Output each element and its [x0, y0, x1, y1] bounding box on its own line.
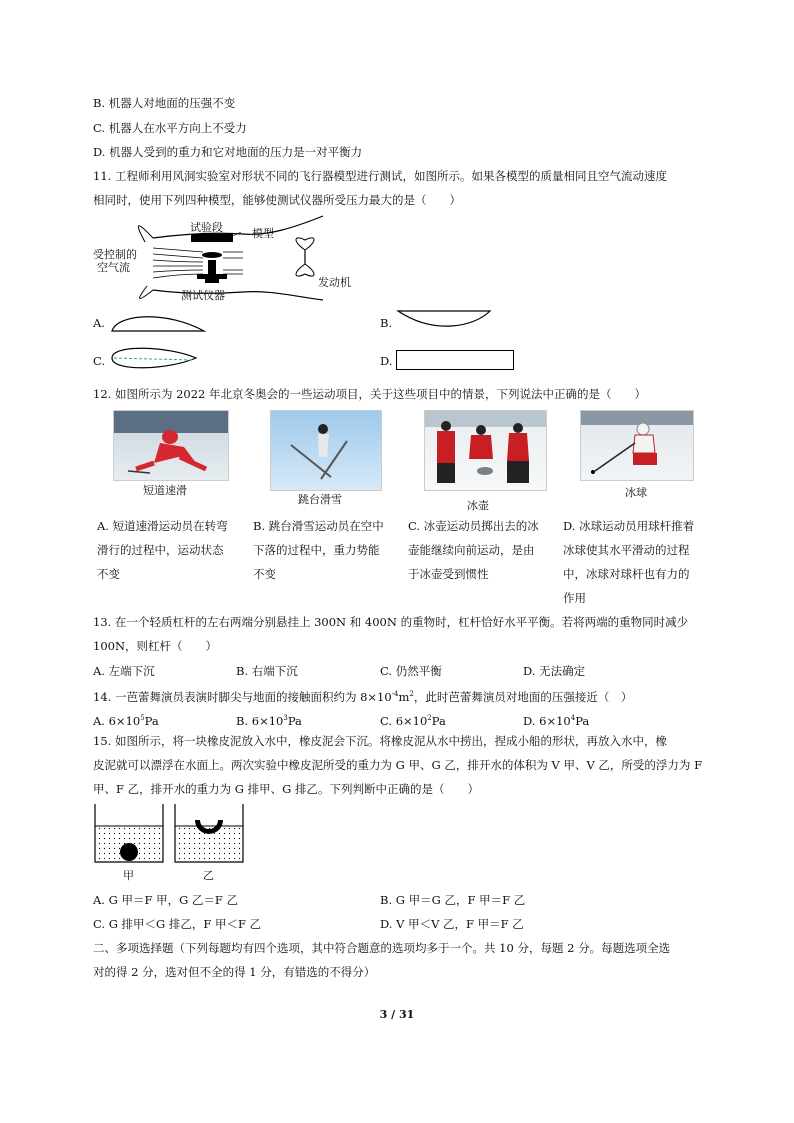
airfoil-shape-c — [108, 342, 200, 374]
q13-stem-line2: 100N，则杠杆（ ） — [93, 639, 218, 653]
q15-stem-line3: 甲、F 乙，排开水的重力为 G 排甲、G 排乙。下列判断中正确的是（ ） — [93, 782, 479, 796]
caption-curling: 冰壶 — [467, 499, 489, 512]
q11-stem-line1: 11. 工程师利用风洞实验室对形状不同的飞行器模型进行测试，如图所示。如果各模型的质量相同且空气流动速度 — [93, 169, 667, 183]
q14-option-b: B. $6\times 10^3Pa$ — [236, 713, 302, 728]
q14-stem: 14. 一芭蕾舞演员表演时脚尖与地面的接触面积约为 $8\times 10^{-4}m^2$，此时芭蕾舞演员对地面的压强接近（ ） — [93, 689, 633, 704]
q15-option-b: B. G 甲＝G 乙，F 甲＝F 乙 — [380, 893, 526, 907]
q10-option-c: C. 机器人在水平方向上不受力 — [93, 121, 247, 135]
beaker-label-jia: 甲 — [123, 869, 134, 882]
q15-option-c: C. G 排甲＜G 排乙，F 甲＜F 乙 — [93, 917, 262, 931]
rectangle-shape-d — [396, 350, 514, 370]
ice-hockey-photo — [580, 410, 694, 481]
page-number: 3 / 31 — [379, 1008, 415, 1021]
q13-option-d: D. 无法确定 — [523, 664, 586, 678]
caption-short-track: 短道速滑 — [143, 484, 187, 497]
q14-option-d: D. $6\times 10^4Pa$ — [523, 713, 590, 728]
q11-option-d: D. — [380, 354, 393, 368]
short-track-photo — [113, 410, 229, 481]
q15-option-a: A. G 甲＝F 甲，G 乙＝F 乙 — [93, 893, 239, 907]
q13-stem-line1: 13. 在一个轻质杠杆的左右两端分别悬挂上 300N 和 400N 的重物时，杠杆恰好水平平衡。若将两端的重物同时减少 — [93, 615, 689, 629]
airfoil-shape-b — [394, 307, 494, 337]
q10-option-d: D. 机器人受到的重力和它对地面的压力是一对平衡力 — [93, 145, 363, 159]
beakers-diagram — [93, 802, 253, 866]
q10-option-b: B. 机器人对地面的压强不变 — [93, 96, 236, 110]
q11-option-b: B. — [380, 316, 393, 330]
q14-option-a: A. $6\times 10^5Pa$ — [93, 713, 159, 728]
q13-option-b: B. 右端下沉 — [236, 664, 298, 678]
airfoil-shape-a — [108, 309, 208, 337]
q11-stem-line2: 相同时，使用下列四种模型，能够使测试仪器所受压力最大的是（ ） — [93, 193, 461, 207]
caption-ski-jump: 跳台滑雪 — [298, 493, 342, 506]
diagram-label-airflow-1: 受控制的 — [93, 248, 137, 261]
q15-option-d: D. V 甲＜V 乙，F 甲＝F 乙 — [380, 917, 524, 931]
q14-option-c: C. $6\times 10^2Pa$ — [380, 713, 446, 728]
q12-option-a: A. 短道速滑运动员在转弯 滑行的过程中，运动状态 不变 — [97, 519, 228, 581]
q11-option-a: A. — [93, 316, 105, 330]
diagram-label-airflow-2: 空气流 — [97, 261, 130, 274]
q12-option-c: C. 冰壶运动员掷出去的冰 壶能继续向前运动，是由 于冰壶受到惯性 — [408, 519, 539, 581]
q11-option-c: C. — [93, 354, 106, 368]
diagram-label-instrument: 测试仪器 — [181, 289, 225, 302]
diagram-label-test-section: 试验段 — [190, 221, 223, 234]
diagram-label-engine: 发动机 — [318, 276, 351, 289]
beaker-label-yi: 乙 — [203, 869, 214, 882]
section2-heading-line2: 对的得 2 分，选对但不全的得 1 分，有错选的不得分） — [93, 965, 376, 979]
q12-option-b: B. 跳台滑雪运动员在空中 下落的过程中，重力势能 不变 — [253, 519, 384, 581]
q15-stem-line1: 15. 如图所示，将一块橡皮泥放入水中，橡皮泥会下沉。将橡皮泥从水中捞出，捏成小船的形状，再放入水中，橡 — [93, 734, 667, 748]
ski-jump-photo — [270, 410, 382, 491]
q12-stem: 12. 如图所示为 2022 年北京冬奥会的一些运动项目，关于这些项目中的情景，下列说法中正确的是（ ） — [93, 387, 647, 401]
q13-option-c: C. 仍然平衡 — [380, 664, 442, 678]
diagram-label-model: 模型 — [252, 227, 274, 240]
section2-heading-line1: 二、多项选择题（下列每题均有四个选项，其中符合题意的选项均多于一个。共 10 分，每题 2 分。每题选项全选 — [93, 941, 671, 955]
q12-option-d: D. 冰球运动员用球杆推着 冰球使其水平滑动的过程 中，冰球对球杆也有力的 作用 — [563, 519, 695, 605]
q13-option-a: A. 左端下沉 — [93, 664, 155, 678]
q15-stem-line2: 皮泥就可以漂浮在水面上。两次实验中橡皮泥所受的重力为 G 甲、G 乙，排开水的体积为 V 甲、V 乙，所受的浮力为 F — [93, 758, 703, 772]
curling-photo — [424, 410, 547, 491]
caption-ice-hockey: 冰球 — [625, 486, 647, 499]
